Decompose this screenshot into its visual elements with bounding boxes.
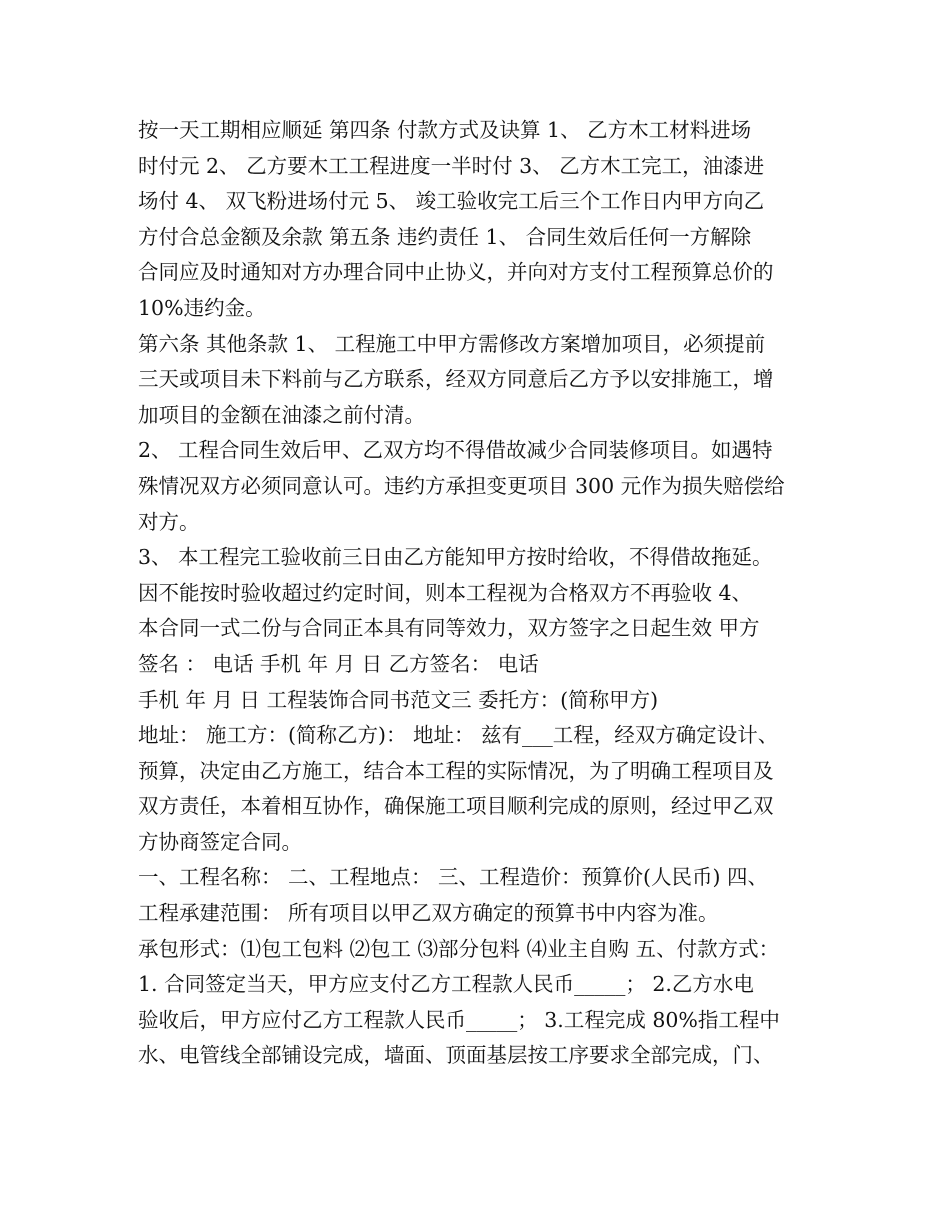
text-line: 一、工程名称： 二、工程地点： 三、工程造价：预算价(人民币) 四、 xyxy=(138,865,769,890)
text-line: 合同应及时通知对方办理合同中止协义，并向对方支付工程预算总价的 xyxy=(138,260,774,285)
text-line: 按一天工期相应顺延 第四条 付款方式及诀算 1、 乙方木工材料进场 xyxy=(138,118,752,142)
text-line: 三天或项目未下料前与乙方联系，经双方同意后乙方予以安排施工，增 xyxy=(138,367,774,392)
text-line: 加项目的金额在油漆之前付清。 xyxy=(138,402,425,427)
text-line: 3、 本工程完工验收前三日由乙方能知甲方按时给收，不得借故拖延。 xyxy=(138,545,773,570)
text-line: 验收后，甲方应付乙方工程款人民币_____； 3.工程完成 80%指工程中 xyxy=(138,1007,780,1032)
text-line: 殊情况双方必须同意认可。违约方承担变更项目 300 元作为损失赔偿给 xyxy=(138,473,785,498)
text-line: 预算，决定由乙方施工，结合本工程的实际情况，为了明确工程项目及 xyxy=(138,758,774,783)
text-line: 本合同一式二份与合同正本具有同等效力，双方签字之日起生效 甲方 xyxy=(138,616,760,641)
text-line: 10%违约金。 xyxy=(138,295,266,320)
text-line: 场付 4、 双飞粉进场付元 5、 竣工验收完工后三个工作日内甲方向乙 xyxy=(138,189,765,214)
text-line: 方付合总金额及余款 第五条 违约责任 1、 合同生效后任何一方解除 xyxy=(138,224,752,249)
text-line: 承包形式：⑴包工包料 ⑵包工 ⑶部分包料 ⑷业主自购 五、付款方式： xyxy=(138,936,780,961)
text-line: 水、电管线全部铺设完成，墙面、顶面基层按工序要求全部完成，门、 xyxy=(138,1043,774,1068)
text-line: 2、 工程合同生效后甲、乙双方均不得借故减少合同装修项目。如遇特 xyxy=(138,438,773,463)
text-line: 方协商签定合同。 xyxy=(138,829,302,854)
text-line: 对方。 xyxy=(138,509,200,534)
text-line: 地址： 施工方：(简称乙方)： 地址： 兹有___工程，经双方确定设计、 xyxy=(138,723,779,748)
text-line: 签名 ： 电话 手机 年 月 日 乙方签名： 电话 xyxy=(138,651,539,676)
text-line: 第六条 其他条款 1、 工程施工中甲方需修改方案增加项目，必须提前 xyxy=(138,331,766,356)
text-line: 工程承建范围： 所有项目以甲乙双方确定的预算书中内容为准。 xyxy=(138,901,719,926)
text-line: 时付元 2、 乙方要木工工程进度一半时付 3、 乙方木工完工，油漆进 xyxy=(138,153,765,178)
text-line: 手机 年 月 日 工程装饰合同书范文三 委托方：(简称甲方) xyxy=(138,687,659,712)
text-line: 双方责任，本着相互协作，确保施工项目顺利完成的原则，经过甲乙双 xyxy=(138,794,774,819)
text-line: 因不能按时验收超过约定时间，则本工程视为合格双方不再验收 4、 xyxy=(138,580,753,605)
text-line: 1. 合同签定当天，甲方应支付乙方工程款人民币_____； 2.乙方水电 xyxy=(138,972,754,997)
contract-text-body xyxy=(138,113,828,1074)
